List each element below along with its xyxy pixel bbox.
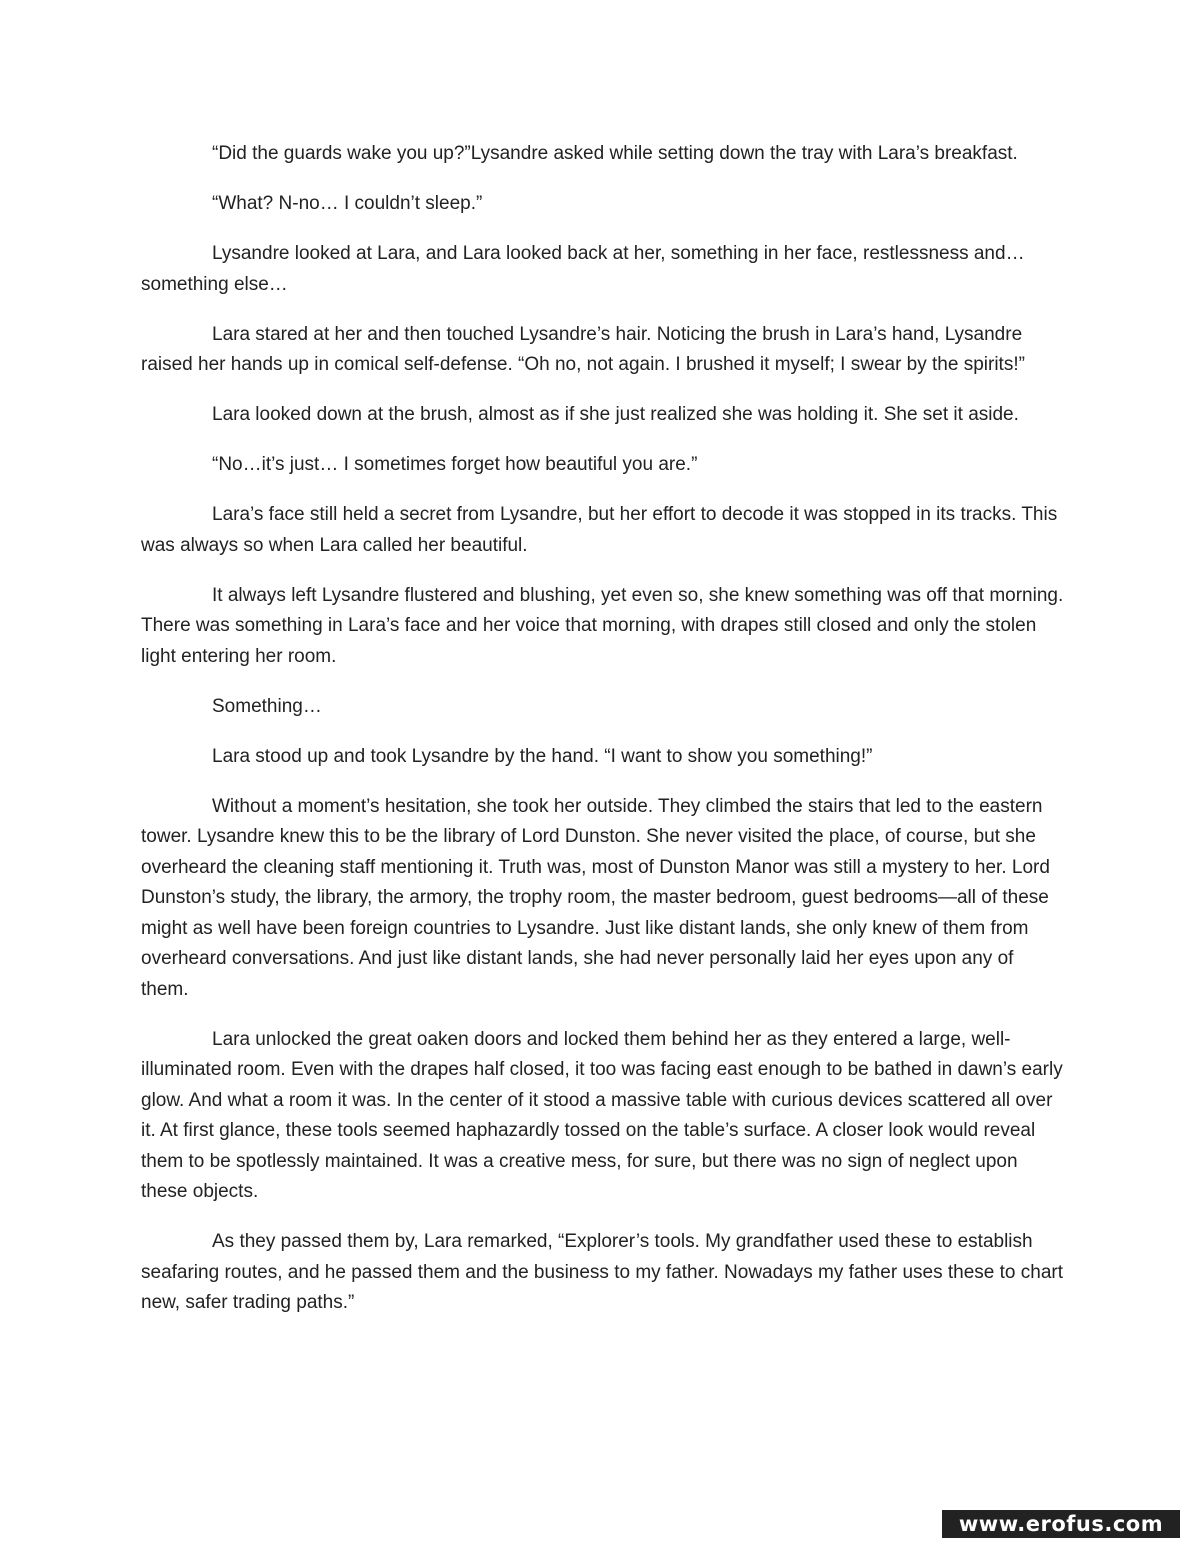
paragraph: Lysandre looked at Lara, and Lara looked back at her, something in her face, restlessness and…something else…: [141, 243, 1025, 295]
paragraph: Something…: [212, 695, 322, 717]
paragraph: “What? N-no… I couldn’t sleep.”: [212, 193, 483, 214]
paragraph: As they passed them by, Lara remarked, “Explorer’s tools. My grandfather used these to establish seafaring routes, and he passed them and the business to my father. Nowadays my father uses these to chart new, safer trading paths.”: [141, 1231, 1064, 1313]
paragraph: Lara’s face still held a secret from Lysandre, but her effort to decode it was stopped in its tracks. This was always so when Lara called her beautiful.: [141, 504, 1058, 556]
paragraph: Lara looked down at the brush, almost as if she just realized she was holding it. She set it aside.: [212, 404, 1019, 425]
paragraph: “No…it’s just… I sometimes forget how beautiful you are.”: [212, 454, 698, 475]
paragraph: It always left Lysandre flustered and blushing, yet even so, she knew something was off that morning. There was something in Lara’s face and her voice that morning, with drapes still closed and only the stolen light entering her room.: [141, 584, 1064, 667]
paragraph: Without a moment’s hesitation, she took her outside. They climbed the stairs that led to the eastern tower. Lysandre knew this to be the library of Lord Dunston. She never visited the place, of course, but she overheard the cleaning staff mentioning it. Truth was, most of Dunston Manor was still a mystery to her. Lord Dunston’s study, the library, the armory, the trophy room, the master bedroom, guest bedrooms—all of these might as well have been foreign countries to Lysandre. Just like distant lands, she only knew of them from overheard conversations. And just like distant lands, she had never personally laid her eyes upon any of them.: [141, 795, 1050, 1000]
paragraph: Lara unlocked the great oaken doors and locked them behind her as they entered a large, well-illuminated room. Even with the drapes half closed, it too was facing east enough to be bathed in dawn’s early glow. And what a room it was. In the center of it stood a massive table with curious devices scattered all over it. At first glance, these tools seemed haphazardly tossed on the table’s surface. A closer look would reveal them to be spotlessly maintained. It was a creative mess, for sure, but there was no sign of neglect upon these objects.: [141, 1028, 1063, 1202]
story-text: [141, 139, 1066, 1338]
paragraph: Lara stared at her and then touched Lysandre’s hair. Noticing the brush in Lara’s hand, Lysandre raised her hands up in comical self-defense. “Oh no, not again. I brushed it myself; I swear by the spirits!”: [141, 323, 1025, 375]
site-watermark: www.erofus.com: [942, 1510, 1180, 1538]
paragraph: Lara stood up and took Lysandre by the hand. “I want to show you something!”: [212, 745, 873, 767]
paragraph: “Did the guards wake you up?”Lysandre asked while setting down the tray with Lara’s breakfast.: [212, 143, 1018, 164]
